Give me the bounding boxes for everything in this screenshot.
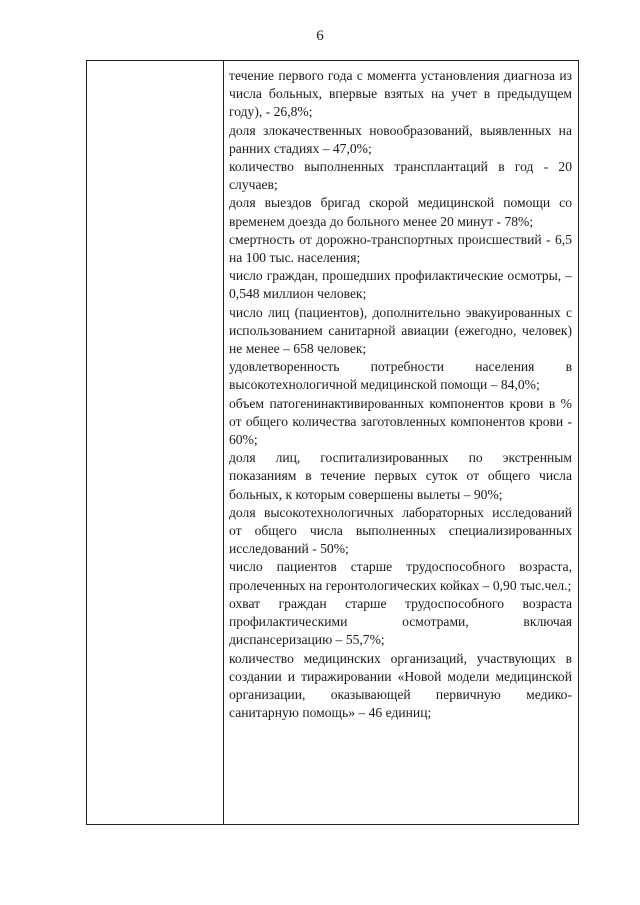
list-item: смертность от дорожно-транспортных происшествий - 6,5 на 100 тыс. населения;	[229, 231, 572, 266]
table-right-column	[224, 61, 578, 824]
list-item: доля высокотехнологичных лабораторных исследований от общего числа выполненных специализированных исследований - 50%;	[229, 504, 572, 557]
list-item: число лиц (пациентов), дополнительно эвакуированных с использованием санитарной авиации (ежегодно, человек) не менее – 658 человек;	[229, 304, 572, 357]
list-item: количество медицинских организаций, участвующих в создании и тиражировании «Новой модели медицинской организации, оказывающей первичную медико-санитарную помощь» – 46 единиц;	[229, 650, 572, 721]
list-item: течение первого года с момента установления диагноза из числа больных, впервые взятых на учет в предыдущем году), - 26,8%;	[229, 68, 572, 120]
list-item: количество выполненных трансплантаций в год - 20 случаев;	[229, 159, 572, 193]
document-table	[86, 60, 579, 825]
list-item: число граждан, прошедших профилактические осмотры, – 0,548 миллион человек;	[229, 268, 572, 302]
list-item: доля выездов бригад скорой медицинской помощи со временем доезда до больного менее 20 минут - 78%;	[229, 195, 572, 229]
list-item: охват граждан старше трудоспособного возраста профилактическими осмотрами, включая диспансеризацию – 55,7%;	[229, 595, 572, 648]
list-item: доля лиц, госпитализированных по экстренным показаниям в течение первых суток от общего числа больных, к которым совершены вылеты – 90%;	[229, 450, 572, 502]
table-left-column	[87, 61, 224, 824]
page-number: 6	[316, 28, 324, 44]
list-item: число пациентов старше трудоспособного возраста, пролеченных на геронтологических койках – 0,90 тыс.чел.;	[229, 559, 572, 593]
list-item: удовлетворенность потребности населения в высокотехнологичной медицинской помощи – 84,0%;	[229, 359, 572, 393]
list-item: доля злокачественных новообразований, выявленных на ранних стадиях – 47,0%;	[229, 122, 572, 156]
list-item: объем патогенинактивированных компонентов крови в % от общего количества заготовленных компонентов крови - 60%;	[229, 395, 572, 448]
